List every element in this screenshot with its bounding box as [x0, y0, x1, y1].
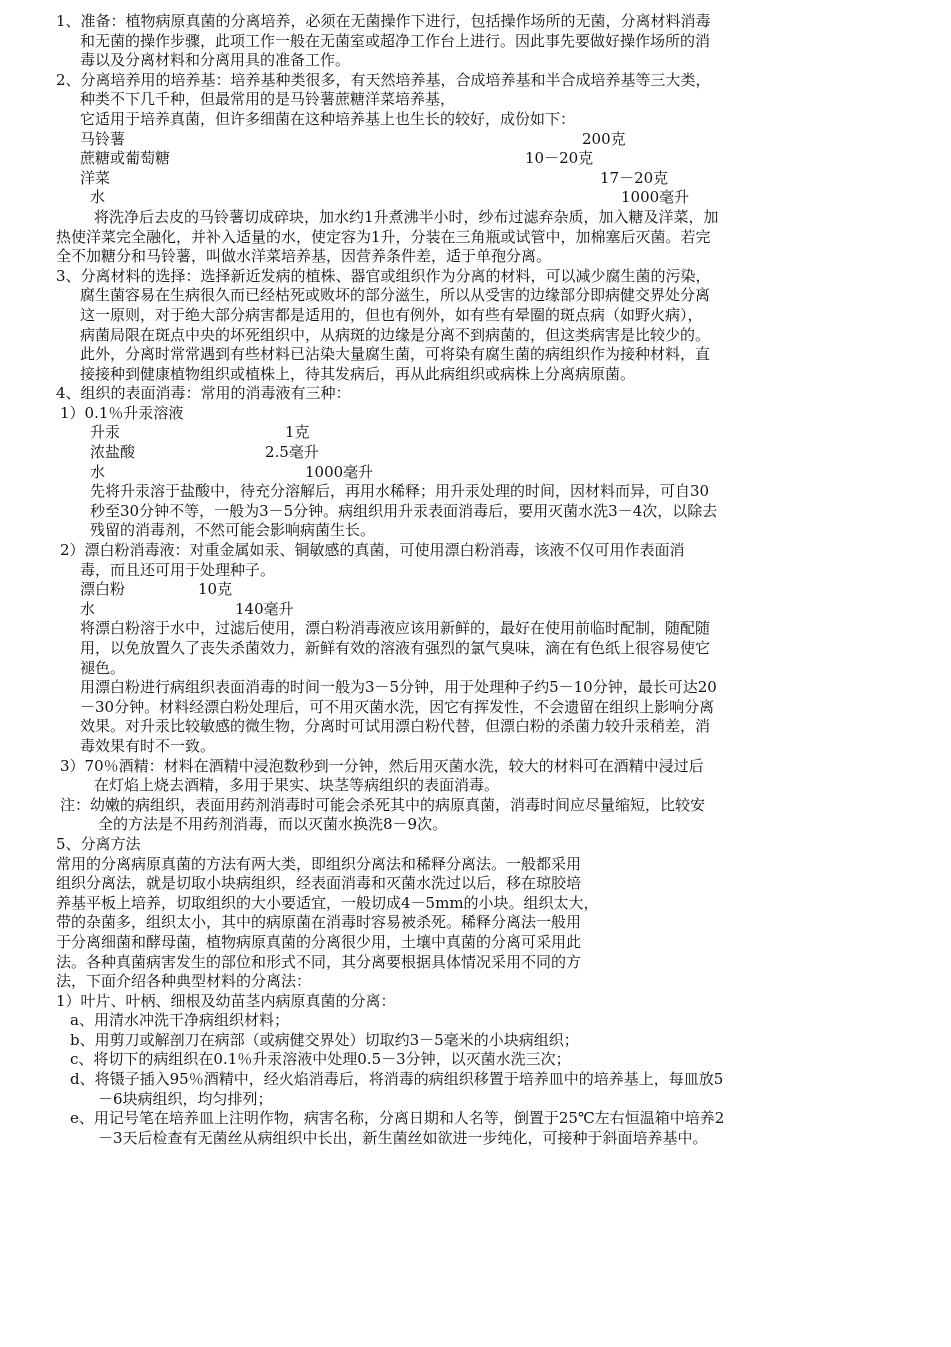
text-line: [0, 267, 951, 287]
line-text: 组织分离法，就是切取小块病组织，经表面消毒和灭菌水洗过以后，移在琼胶培: [56, 874, 582, 893]
text-line: [0, 874, 951, 894]
line-text: e、用记号笔在培养皿上注明作物，病害名称，分离日期和人名等，倒置于25℃左右恒温箱中培养2: [70, 1109, 725, 1128]
text-line: [0, 815, 951, 835]
text-line: [0, 600, 951, 620]
line-value: 200克: [582, 129, 626, 148]
text-line: [0, 913, 951, 933]
line-text: 3）70％酒精：材料在酒精中浸泡数秒到一分钟，然后用灭菌水洗，较大的材料可在酒精中浸过后: [60, 756, 704, 775]
line-text: －30分钟。材料经漂白粉处理后，可不用灭菌水洗，因它有挥发性，不会遗留在组织上影响分离: [80, 697, 715, 716]
text-line: [0, 1109, 951, 1129]
text-line: [0, 992, 951, 1012]
text-line: [0, 796, 951, 816]
line-text: 用，以免放置久了丧失杀菌效力，新鲜有效的溶液有强烈的氯气臭味，滴在有色纸上很容易使它: [80, 639, 711, 657]
line-text: 此外，分离时常常遇到有些材料已沾染大量腐生菌，可将染有腐生菌的病组织作为接种材料，直: [80, 345, 711, 364]
line-value: 140毫升: [235, 599, 294, 618]
line-text: 升汞: [90, 423, 121, 442]
text-line: [0, 404, 951, 424]
line-text: b、用剪刀或解剖刀在病部（或病健交界处）切取约3－5毫米的小块病组织；: [70, 1030, 579, 1049]
line-text: 法。各种真菌病害发生的部位和形式不同，其分离要根据具体情况采用不同的方: [56, 952, 582, 971]
line-text: 接接种到健康植物组织或植株上，待其发病后，再从此病组织或病株上分离病原菌。: [80, 364, 636, 383]
text-line: [0, 247, 951, 267]
text-line: [0, 32, 951, 52]
line-text: 注：幼嫩的病组织，表面用药剂消毒时可能会杀死其中的病原真菌，消毒时间应尽量缩短，比较安: [60, 795, 706, 814]
text-line: [0, 1090, 951, 1110]
text-line: [0, 717, 951, 737]
text-line: [0, 521, 951, 541]
line-text: 用漂白粉进行病组织表面消毒的时间一般为3－5分钟，用于处理种子约5－10分钟，最长可达20: [80, 678, 717, 697]
text-line: [0, 169, 951, 189]
text-line: [0, 757, 951, 777]
text-line: [0, 208, 951, 228]
line-text: 毒以及分离材料和分离用具的准备工作。: [80, 51, 351, 70]
line-text: c、将切下的病组织在0.1％升汞溶液中处理0.5－3分钟，以灭菌水洗三次；: [70, 1050, 571, 1069]
text-line: [0, 561, 951, 581]
line-value: 1克: [285, 423, 310, 442]
line-text: 将洗净后去皮的马铃薯切成碎块，加水约1升煮沸半小时，纱布过滤弃杂质，加入糖及洋菜，加: [94, 207, 719, 226]
line-value: 10－20克: [525, 149, 594, 168]
line-text: 4、组织的表面消毒：常用的消毒液有三种：: [56, 384, 351, 403]
text-line: [0, 149, 951, 169]
line-text: 水: [90, 462, 106, 481]
text-line: [0, 855, 951, 875]
line-text: 将漂白粉溶于水中，过滤后使用，漂白粉消毒液应该用新鲜的，最好在使用前临时配制，随配随: [80, 619, 711, 638]
text-line: [0, 659, 951, 679]
line-text: 于分离细菌和酵母菌，植物病原真菌的分离很少用，土壤中真菌的分离可采用此: [56, 932, 582, 951]
text-line: [0, 482, 951, 502]
text-line: [0, 51, 951, 71]
line-text: 毒效果有时不一致。: [80, 736, 216, 755]
line-text: 5、分离方法: [56, 834, 141, 853]
line-text: 秒至30分钟不等，一般为3－5分钟。病组织用升汞表面消毒后，要用灭菌水洗3－4次，以除去: [90, 501, 718, 520]
line-text: 这一原则，对于绝大部分病害都是适用的，但也有例外，如有些有晕圈的斑点病（如野火病），: [80, 305, 703, 324]
text-line: [0, 463, 951, 483]
line-text: 热使洋菜完全融化，并补入适量的水，使定容为1升，分装在三角瓶或试管中，加棉塞后灭菌。若完: [56, 227, 711, 246]
line-text: 水: [90, 188, 106, 207]
text-line: [0, 678, 951, 698]
text-line: [0, 228, 951, 248]
line-text: 效果。对升汞比较敏感的微生物，分离时可试用漂白粉代替，但漂白粉的杀菌力较升汞稍差，消: [80, 717, 711, 736]
text-line: [0, 1070, 951, 1090]
line-text: 法，下面介绍各种典型材料的分离法：: [56, 972, 312, 991]
text-line: [0, 443, 951, 463]
line-text: 水: [80, 599, 96, 618]
line-value: 17－20克: [600, 168, 669, 187]
text-line: [0, 306, 951, 326]
line-text: 它适用于培养真菌，但许多细菌在这种培养基上也生长的较好，成份如下：: [80, 109, 576, 128]
line-text: a、用清水冲洗干净病组织材料；: [70, 1011, 289, 1030]
line-value: 10克: [198, 580, 233, 599]
text-line: [0, 541, 951, 561]
line-text: －6块病组织，均匀排列；: [98, 1089, 273, 1108]
text-line: [0, 286, 951, 306]
document-page: [0, 12, 951, 1148]
text-line: [0, 835, 951, 855]
text-line: [0, 933, 951, 953]
text-line: [0, 639, 951, 659]
line-text: d、将镊子插入95％酒精中，经火焰消毒后，将消毒的病组织移置于培养皿中的培养基上，每皿放5: [70, 1070, 724, 1089]
text-line: [0, 188, 951, 208]
line-text: 和无菌的操作步骤，此项工作一般在无菌室或超净工作台上进行。因此事先要做好操作场所的消: [80, 31, 711, 50]
line-text: 2）漂白粉消毒液：对重金属如汞、铜敏感的真菌，可使用漂白粉消毒，该液不仅可用作表面消: [60, 541, 685, 560]
text-line: [0, 1031, 951, 1051]
text-line: [0, 953, 951, 973]
text-line: [0, 365, 951, 385]
line-text: 1）0.1％升汞溶液: [60, 403, 184, 422]
text-line: [0, 71, 951, 91]
text-line: [0, 326, 951, 346]
text-line: [0, 776, 951, 796]
line-text: 马铃薯: [80, 129, 126, 148]
line-text: 蔗糖或葡萄糖: [80, 149, 171, 168]
text-line: [0, 580, 951, 600]
text-line: [0, 1050, 951, 1070]
text-line: [0, 698, 951, 718]
text-line: [0, 972, 951, 992]
line-text: 漂白粉: [80, 580, 126, 599]
text-line: [0, 1129, 951, 1149]
text-line: [0, 423, 951, 443]
line-text: 1）叶片、叶柄、细根及幼苗茎内病原真菌的分离：: [56, 991, 396, 1010]
line-text: 病菌局限在斑点中央的坏死组织中，从病斑的边缘是分离不到病菌的，但这类病害是比较少的。: [80, 325, 711, 344]
text-line: [0, 894, 951, 914]
line-text: －3天后检查有无菌丝从病组织中长出，新生菌丝如欲进一步纯化，可接种于斜面培养基中。: [98, 1128, 708, 1147]
line-text: 腐生菌容易在生病很久而已经枯死或败坏的部分滋生，所以从受害的边缘部分即病健交界处分离: [80, 286, 711, 305]
line-text: 全的方法是不用药剂消毒，而以灭菌水换洗8－9次。: [98, 815, 448, 834]
text-line: [0, 110, 951, 130]
text-line: [0, 12, 951, 32]
line-text: 养基平板上培养，切取组织的大小要适宜，一般切成4－5mm的小块。组织太大，: [56, 893, 599, 912]
text-line: [0, 502, 951, 522]
line-value: 1000毫升: [305, 462, 374, 481]
line-text: 1、准备：植物病原真菌的分离培养，必须在无菌操作下进行，包括操作场所的无菌，分离材料消毒: [56, 12, 711, 30]
text-line: [0, 619, 951, 639]
line-text: 在灯焰上烧去酒精，多用于果实、块茎等病组织的表面消毒。: [94, 776, 500, 795]
text-line: [0, 90, 951, 110]
line-text: 毒，而且还可用于处理种子。: [80, 560, 276, 579]
line-text: 3、分离材料的选择：选择新近发病的植株、器官或组织作为分离的材料，可以减少腐生菌的污染，: [56, 266, 711, 285]
line-text: 洋菜: [80, 168, 111, 187]
line-text: 带的杂菌多，组织太小，其中的病原菌在消毒时容易被杀死。稀释分离法一般用: [56, 913, 582, 932]
text-line: [0, 737, 951, 757]
text-line: [0, 384, 951, 404]
line-text: 浓盐酸: [90, 443, 136, 462]
line-text: 先将升汞溶于盐酸中，待充分溶解后，再用水稀释；用升汞处理的时间，因材料而异，可自30: [90, 482, 710, 501]
line-text: 残留的消毒剂，不然可能会影响病菌生长。: [90, 521, 376, 540]
text-line: [0, 1011, 951, 1031]
line-text: 种类不下几千种，但最常用的是马铃薯蔗糖洋菜培养基，: [80, 90, 456, 109]
line-value: 1000毫升: [621, 188, 690, 207]
text-line: [0, 130, 951, 150]
line-text: 2、分离培养用的培养基：培养基种类很多，有天然培养基，合成培养基和半合成培养基等三大类，: [56, 70, 711, 89]
line-value: 2.5毫升: [265, 443, 319, 462]
line-text: 褪色。: [80, 658, 126, 677]
line-text: 全不加糖分和马铃薯，叫做水洋菜培养基，因营养条件差，适于单孢分离。: [56, 247, 552, 266]
text-line: [0, 345, 951, 365]
line-text: 常用的分离病原真菌的方法有两大类，即组织分离法和稀释分离法。一般都采用: [56, 854, 582, 873]
